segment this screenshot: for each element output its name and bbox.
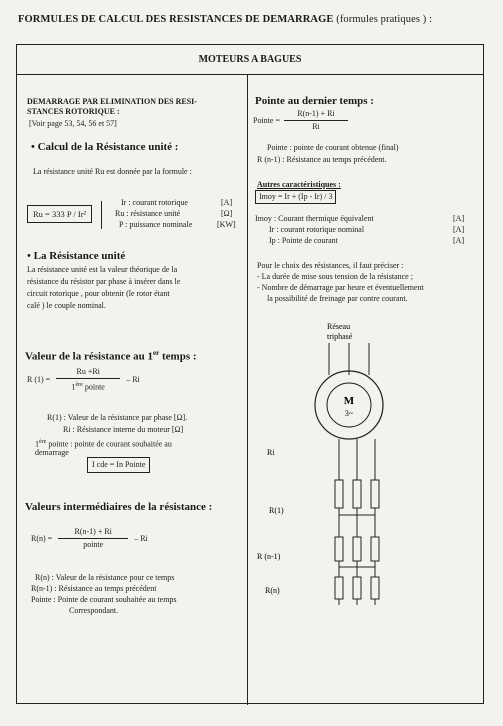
page-title [18, 14, 493, 25]
resistor-rn1 [335, 537, 379, 561]
legend-ru: Ru : résistance unité [115, 209, 181, 218]
legend-p-unit: [KW] [217, 220, 236, 229]
choice-4: la possibilité de freinage par contre courant. [267, 294, 408, 303]
imoy-def-2: Ir : courant rotorique nominal [269, 225, 365, 234]
section-reference: [Voir page 53, 54, 56 et 57] [29, 119, 117, 128]
last-step-heading: Pointe au dernier temps : [255, 95, 374, 107]
r1-den-pre: 1 [71, 382, 76, 392]
pointe-def-2: R (n-1) : Résistance au temps précédent. [257, 155, 387, 164]
motor-phase-label: 3~ [344, 409, 354, 418]
legend-ru-unit: [Ω] [221, 209, 233, 218]
imoy-def-2-unit: [A] [453, 225, 465, 234]
title-normal: (formules pratiques ) : [336, 14, 433, 25]
choice-1: Pour le choix des résistances, il faut préciser : [257, 261, 404, 270]
pointe-lhs: Pointe = [253, 116, 280, 125]
choice-3: - Nombre de démarrage par heure et éventuellement [257, 283, 424, 292]
first-step-tail: temps : [159, 350, 197, 363]
resistor-r1 [335, 480, 379, 508]
legend-ir: Ir : courant rotorique [121, 198, 188, 207]
ru-formula: Ru = 333 P / Ir² [33, 209, 87, 219]
imoy-def-3-unit: [A] [453, 236, 465, 245]
r1-def-3-sup: ère [39, 439, 47, 445]
calc-intro: La résistance unité Ru est donnée par la formule : [33, 167, 192, 176]
intermediate-heading: Valeurs intermédiaires de la résistance : [25, 501, 213, 513]
imoy-formula: Imoy = Ir + (Ip - Ir) / 3 [255, 190, 336, 204]
pointe-denominator: Ri [312, 122, 320, 131]
pointe-def-1: Pointe : pointe de courant obtenue (final) [267, 143, 399, 152]
supply-lines [329, 343, 369, 375]
unit-text-3: circuit rotorique , pour obtenir (le rotor étant [27, 289, 170, 298]
r1-def-3-pre: 1 [35, 439, 39, 449]
rn-fraction [58, 527, 128, 550]
unit-text-4: calé ) le couple nominal. [27, 301, 106, 310]
calc-heading: • Calcul de la Résistance unité : [31, 141, 179, 153]
motor-label: M [343, 395, 355, 407]
rn1-label: R (n-1) [257, 552, 281, 561]
ri-label: Ri [267, 448, 275, 457]
r1-minus: – Ri [126, 375, 140, 385]
brace [101, 201, 103, 229]
rn-formula [31, 527, 148, 550]
r1-numerator: Ru +Ri [76, 367, 100, 376]
r1-def-2: Ri : Résistance interne du moteur [Ω] [63, 425, 184, 434]
pointe-fraction [284, 109, 348, 132]
ru-formula-box [27, 205, 92, 223]
rn-lhs: R(n) = [31, 534, 53, 543]
imoy-def-3: Ip : Pointe de courant [269, 236, 338, 245]
other-heading: Autres caractéristiques : [257, 180, 341, 189]
choice-2: - La durée de mise sous tension de la résistance ; [257, 272, 413, 281]
section-title-line-1: DEMARRAGE PAR ELIMINATION DES RESI- [27, 97, 197, 106]
legend-p: P : puissance nominale [119, 220, 193, 229]
section-title-line-2: STANCES ROTORIQUE : [27, 107, 120, 116]
content-frame [16, 44, 484, 704]
first-step-heading [25, 349, 197, 363]
network-label-1: Réseau [327, 322, 351, 331]
rn-label: R(n) [265, 586, 280, 595]
r1-denominator [72, 380, 105, 393]
unit-text-1: La résistance unité est la valeur théorique de la [27, 265, 178, 274]
r1-def-3-post: pointe : pointe de courant souhaitée au [46, 439, 172, 449]
network-label-2: triphasé [327, 332, 353, 341]
rn-denominator: pointe [83, 540, 104, 549]
title-bold: FORMULES DE CALCUL DES RESISTANCES DE DEMARRAGE [18, 14, 334, 25]
first-step-heading-text: Valeur de la résistance au 1 [25, 350, 154, 363]
pointe-formula [253, 109, 348, 132]
r1-den-sup: ère [75, 382, 83, 388]
rn-def-3: Pointe : Pointe de courant souhaitée au temps [31, 595, 177, 604]
pointe-numerator: R(n-1) + Ri [297, 109, 335, 118]
section-header: MOTEURS A BAGUES [17, 45, 483, 75]
r1-formula [27, 367, 140, 393]
r1-den-post: pointe [82, 382, 105, 392]
r1-def-4: demarrage [35, 448, 69, 457]
r1-fraction [56, 367, 120, 393]
imoy-def-1-unit: [A] [453, 214, 465, 223]
icde-box: I cde = In Pointe [87, 457, 150, 473]
wiring-diagram [253, 315, 481, 605]
r1-label: R(1) [269, 506, 284, 515]
rn-def-1: R(n) : Valeur de la résistance pour ce temps [35, 573, 175, 582]
unit-text-2: résistance du résistor par phase à insérer dans le [27, 277, 181, 286]
imoy-def-1: Imoy : Courant thermique équivalent [255, 214, 374, 223]
first-step-sup: er [153, 349, 160, 357]
legend-ir-unit: [A] [221, 198, 233, 207]
rn-def-2: R(n-1) : Résistance au temps précédent [31, 584, 157, 593]
rn-minus: – Ri [134, 534, 148, 543]
r1-lhs: R (1) = [27, 375, 51, 385]
column-divider [247, 75, 248, 705]
unit-heading: • La Résistance unité [27, 250, 126, 262]
r1-def-1: R(1) : Valeur de la résistance par phase [Ω]. [47, 413, 188, 422]
rn-numerator: R(n-1) + Ri [74, 527, 112, 536]
rn-def-4: Correspondant. [69, 606, 119, 615]
resistor-rn [335, 577, 379, 599]
